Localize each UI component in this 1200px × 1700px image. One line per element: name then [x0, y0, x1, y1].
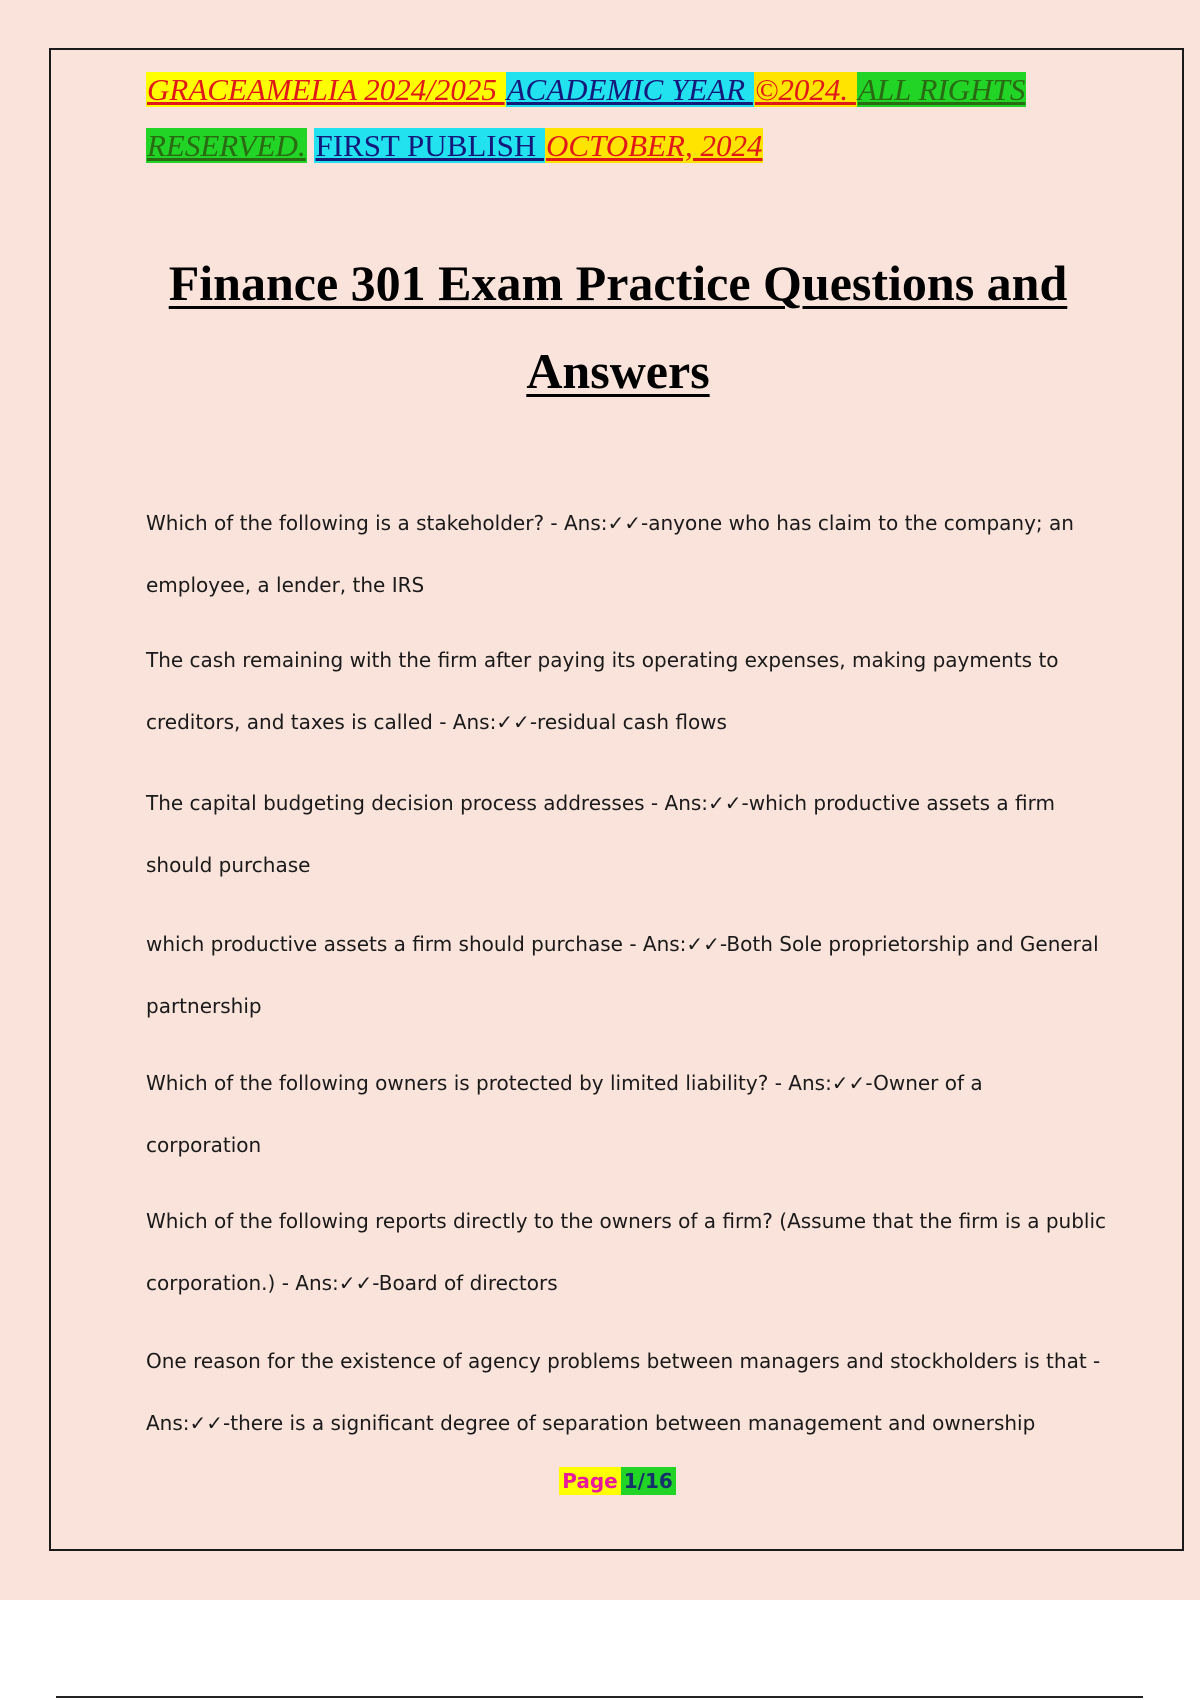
- qa-line: Which of the following reports directly to the owners of a firm? (Assume that the firm is a public: [146, 1209, 1106, 1233]
- page-number: 1/16: [621, 1467, 676, 1495]
- qa-line: One reason for the existence of agency problems between managers and stockholders is that -: [146, 1349, 1101, 1373]
- qa-line: partnership: [146, 994, 262, 1018]
- qa-line: corporation: [146, 1133, 262, 1157]
- header-segment: ALL RIGHTS: [857, 72, 1026, 107]
- qa-line: Ans:✓✓-there is a significant degree of separation between management and ownership: [146, 1411, 1036, 1435]
- qa-line: creditors, and taxes is called - Ans:✓✓-residual cash flows: [146, 710, 727, 734]
- qa-line: should purchase: [146, 853, 311, 877]
- header-segment: GRACEAMELIA 2024/2025: [147, 72, 505, 107]
- qa-line: employee, a lender, the IRS: [146, 573, 425, 597]
- header-segment: OCTOBER, 2024: [546, 128, 763, 163]
- header-segment: RESERVED.: [147, 128, 306, 163]
- qa-line: The capital budgeting decision process addresses - Ans:✓✓-which productive assets a firm: [146, 791, 1055, 815]
- title-text: Finance 301 Exam Practice Questions and: [168, 255, 1068, 311]
- qa-line: corporation.) - Ans:✓✓-Board of directors: [146, 1271, 558, 1295]
- document-title-line-2: [100, 341, 1136, 401]
- qa-line: Which of the following is a stakeholder? - Ans:✓✓-anyone who has claim to the company; an: [146, 511, 1074, 535]
- copyright-header-line-2: [146, 126, 1096, 166]
- header-segment: ©2024.: [754, 72, 856, 107]
- header-segment: ACADEMIC YEAR: [506, 72, 753, 107]
- title-text: Answers: [526, 343, 710, 399]
- page-footer: [0, 1469, 1200, 1493]
- qa-line: which productive assets a firm should purchase - Ans:✓✓-Both Sole proprietorship and General: [146, 932, 1099, 956]
- document-title-line-1: [100, 253, 1136, 313]
- header-segment: FIRST PUBLISH: [315, 128, 545, 163]
- page-label: Page: [559, 1467, 621, 1495]
- next-page-divider: [56, 1696, 1143, 1698]
- qa-line: The cash remaining with the firm after paying its operating expenses, making payments to: [146, 648, 1059, 672]
- copyright-header-line-1: [146, 70, 1096, 110]
- qa-line: Which of the following owners is protected by limited liability? - Ans:✓✓-Owner of a: [146, 1071, 983, 1095]
